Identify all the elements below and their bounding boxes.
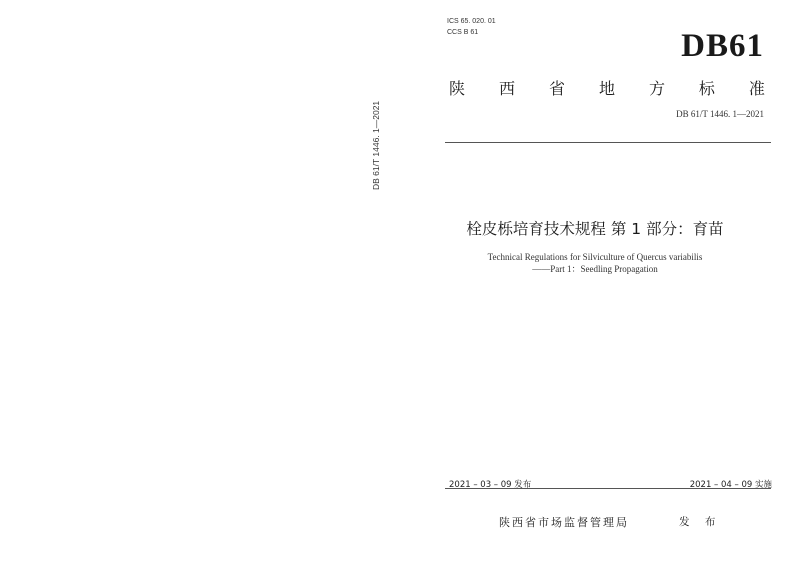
standard-type-char: 地 (598, 79, 615, 98)
title-english (445, 251, 745, 275)
standard-type-char: 准 (748, 79, 765, 98)
classification-codes (447, 16, 496, 38)
db-mark: DB61 (681, 28, 764, 64)
title-english-line2: ——Part 1：Seedling Propagation (532, 264, 658, 274)
spine-standard-code (371, 85, 383, 195)
bottom-divider (445, 488, 771, 489)
title-chinese: 栓皮栎培育技术规程 第 1 部分：育苗 (466, 220, 724, 238)
standard-type-char: 省 (548, 79, 565, 98)
publisher: 陕西省市场监督管理局 (499, 516, 629, 529)
standard-type-char: 方 (648, 79, 665, 98)
title-english-line1: Technical Regulations for Silviculture of Quercus variabilis (487, 252, 703, 262)
ccs-code: CCS B 61 (447, 29, 479, 36)
ics-code: ICS 65. 020. 01 (447, 18, 496, 25)
standard-type-char: 标 (698, 79, 715, 98)
standard-type (449, 76, 765, 99)
standard-number: DB 61/T 1446. 1—2021 (676, 109, 764, 119)
spine-code-text: DB 61/T 1446. 1—2021 (371, 100, 381, 190)
standard-type-char: 西 (498, 79, 515, 98)
publish-label: 发 布 (679, 516, 722, 528)
standard-type-char: 陕 (449, 79, 466, 98)
implementation-date: 2021 – 04 – 09 实施 (689, 480, 772, 490)
issue-date: 2021 – 03 – 09 发布 (449, 480, 532, 490)
top-divider (445, 142, 771, 143)
